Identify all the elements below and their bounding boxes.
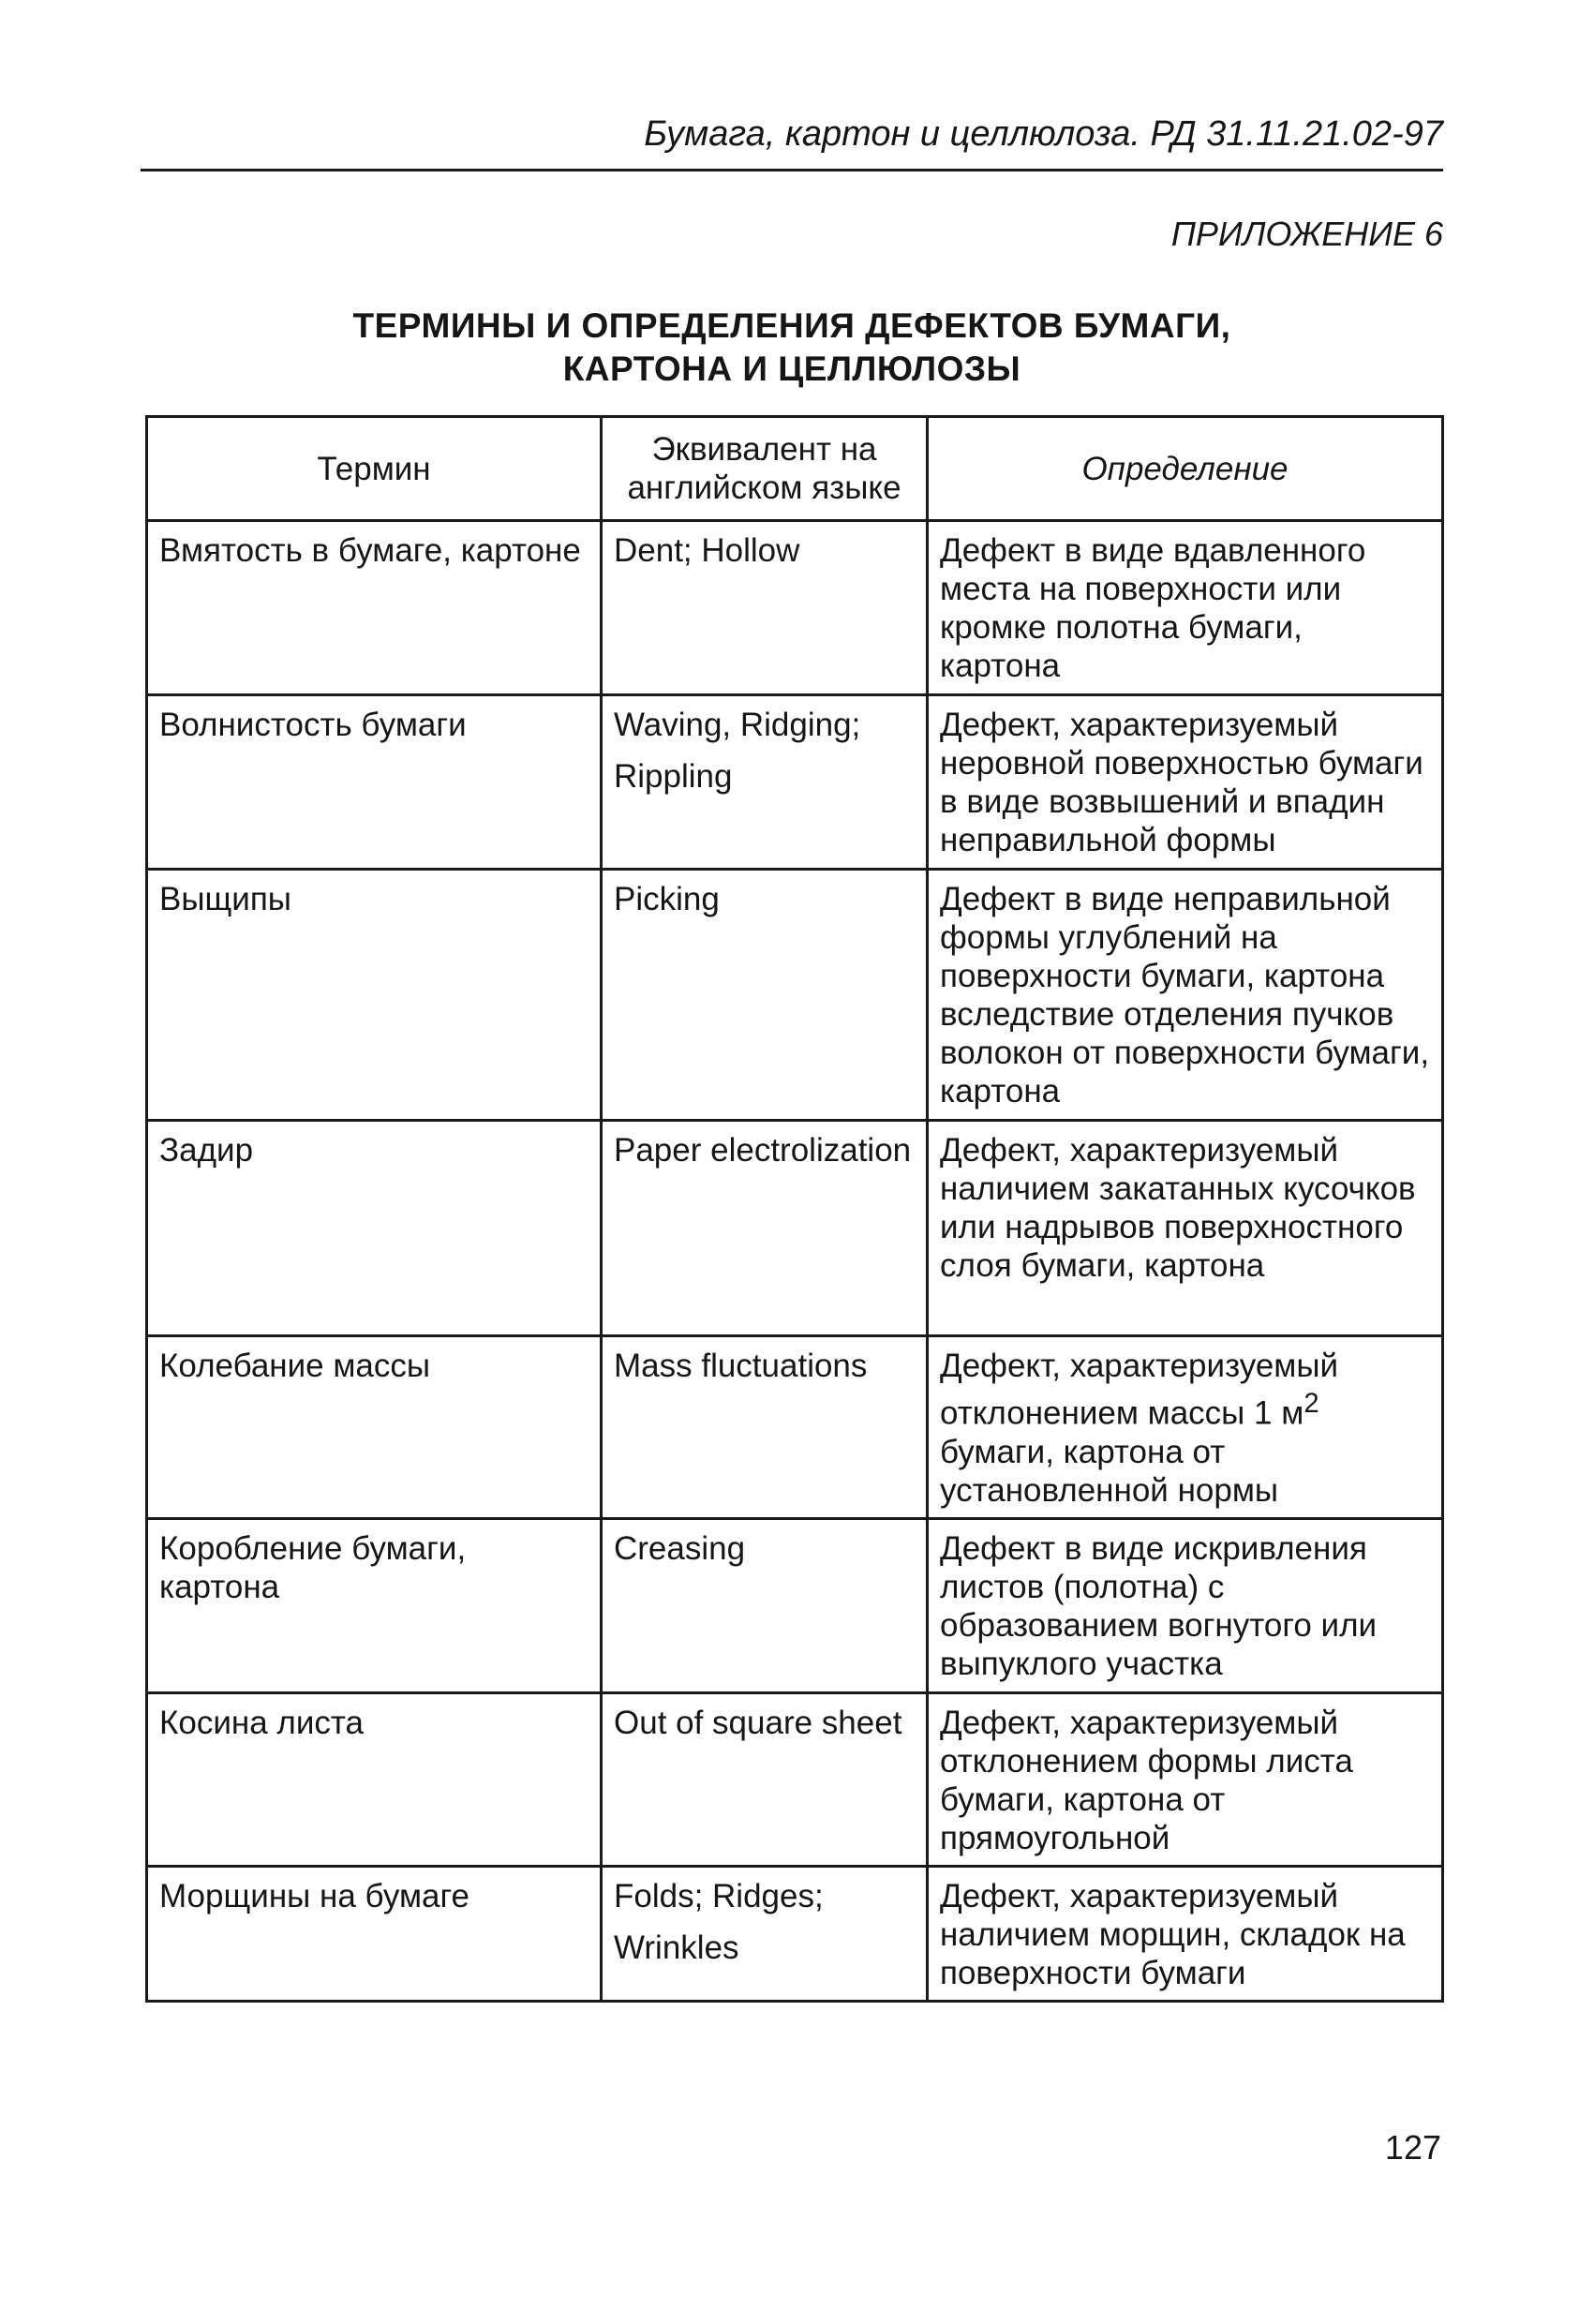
english-cell	[602, 1121, 928, 1336]
page-title-line-1: ТЕРМИНЫ И ОПРЕДЕЛЕНИЯ ДЕФЕКТОВ БУМАГИ,	[352, 306, 1231, 345]
table-row	[147, 870, 1443, 1121]
table-row	[147, 1518, 1443, 1692]
english-term: Dent; Hollow	[614, 532, 800, 569]
english-cell	[602, 1866, 928, 2001]
superscript-two: 2	[1304, 1389, 1319, 1419]
column-header-definition: Определение	[928, 417, 1443, 521]
table-row	[147, 521, 1443, 695]
term-cell: Косина листа	[147, 1692, 602, 1866]
definition-cell	[928, 1336, 1443, 1519]
english-cell	[602, 521, 928, 695]
definition-cell: Дефект, характеризуемый наличием морщин, складок на поверхности бумаги	[928, 1866, 1443, 2001]
english-term: Folds; Ridges;	[614, 1877, 824, 1914]
english-cell	[602, 1518, 928, 1692]
table-row	[147, 695, 1443, 870]
header-rule	[141, 169, 1443, 171]
english-term: Out of square sheet	[614, 1704, 902, 1741]
page-number: 127	[1384, 2128, 1441, 2167]
table-row	[147, 1336, 1443, 1519]
english-term: Waving, Ridging;	[614, 707, 861, 743]
page-title	[141, 305, 1443, 391]
term-cell: Коробление бумаги, картона	[147, 1518, 602, 1692]
defects-table	[145, 415, 1444, 2003]
term-cell: Волнистость бумаги	[147, 695, 602, 870]
definition-cell: Дефект, характеризуемый наличием закатанных кусочков или надрывов поверхностного слоя бумаги, картона	[928, 1121, 1443, 1336]
definition-cell: Дефект в виде вдавленного места на поверхности или кромке полотна бумаги, картона	[928, 521, 1443, 695]
definition-cell: Дефект, характеризуемый неровной поверхностью бумаги в виде возвышений и впадин неправильной формы	[928, 695, 1443, 870]
running-header: Бумага, картон и целлюлоза. РД 31.11.21.02-97	[644, 114, 1443, 154]
table-row	[147, 1121, 1443, 1336]
english-term: Rippling	[614, 758, 733, 795]
table-header-row	[147, 417, 1443, 521]
appendix-label: ПРИЛОЖЕНИЕ 6	[1170, 215, 1443, 253]
english-term: Creasing	[614, 1529, 746, 1567]
table-row	[147, 1692, 1443, 1866]
term-cell: Задир	[147, 1121, 602, 1336]
english-cell	[602, 870, 928, 1121]
english-cell	[602, 1336, 928, 1519]
term-cell: Вмятость в бумаге, картоне	[147, 521, 602, 695]
definition-cell: Дефект в виде неправильной формы углублений на поверхности бумаги, картона вследствие отделения пучков волокон от поверхности бумаги, картона	[928, 870, 1443, 1121]
term-cell: Морщины на бумаге	[147, 1866, 602, 2001]
definition-text-continued: бумаги, картона от установленной нормы	[940, 1433, 1279, 1509]
page-title-line-2: КАРТОНА И ЦЕЛЛЮЛОЗЫ	[562, 350, 1021, 388]
table-row	[147, 1866, 1443, 2001]
definition-cell: Дефект в виде искривления листов (полотна) с образованием вогнутого или выпуклого участка	[928, 1518, 1443, 1692]
english-term: Wrinkles	[614, 1929, 739, 1966]
column-header-term: Термин	[147, 417, 602, 521]
english-term: Mass fluctuations	[614, 1348, 868, 1384]
english-cell	[602, 695, 928, 870]
english-term: Paper electrolization	[614, 1132, 912, 1169]
definition-cell: Дефект, характеризуемый отклонением формы листа бумаги, картона от прямоугольной	[928, 1692, 1443, 1866]
term-cell: Колебание массы	[147, 1336, 602, 1519]
column-header-english: Эквивалент на английском языке	[602, 417, 928, 521]
definition-text: Дефект, характеризуемый отклонением массы 1 м	[940, 1348, 1339, 1432]
term-cell: Выщипы	[147, 870, 602, 1121]
english-term: Picking	[614, 881, 720, 917]
english-cell	[602, 1692, 928, 1866]
